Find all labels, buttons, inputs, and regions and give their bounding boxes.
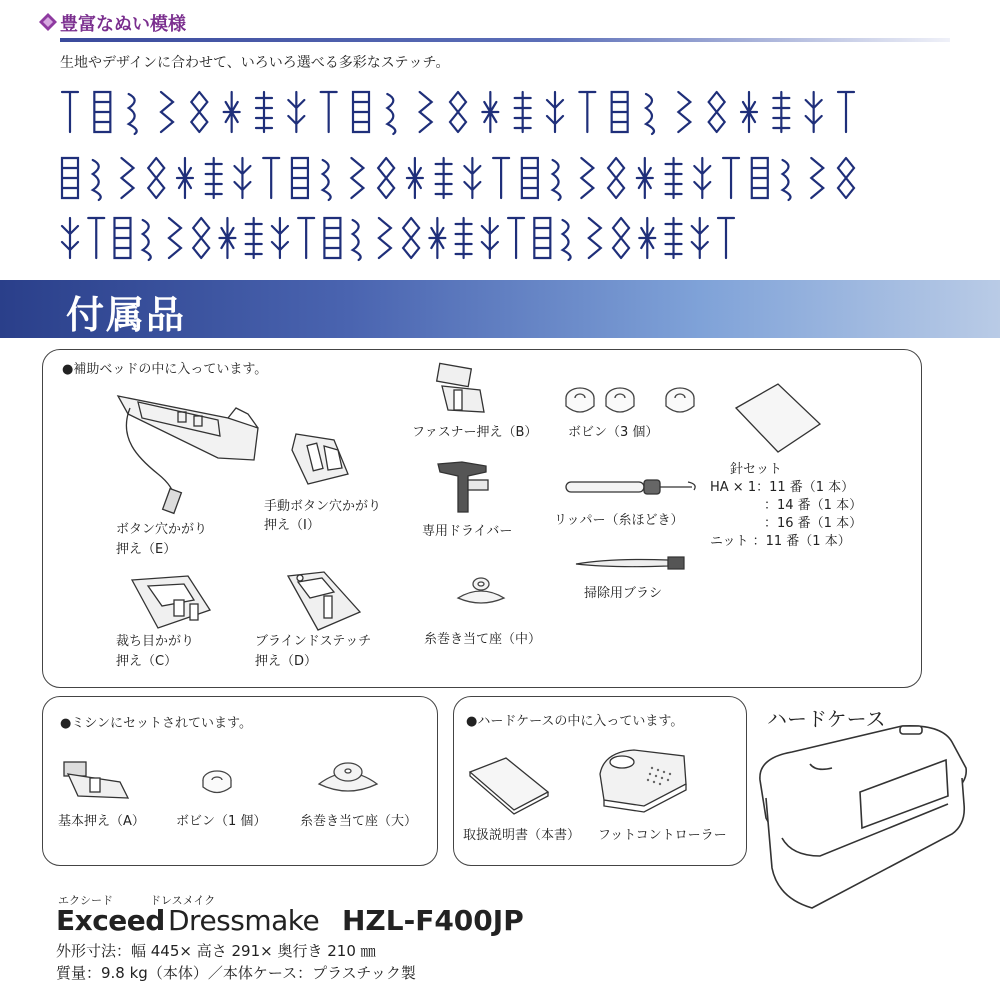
stitch-pattern-icon — [522, 158, 538, 198]
stitch-pattern-icon — [723, 158, 739, 198]
stitch-pattern-icon — [224, 92, 240, 132]
weight-text: 質量：9.8 kg（本体）／本体ケース：プラスチック製 — [56, 964, 416, 982]
brand-kana-exceed: エクシード — [58, 894, 113, 907]
stitch-pattern-icon — [206, 158, 222, 198]
stitch-pattern-icon — [169, 218, 181, 258]
stitch-pattern-icon — [407, 158, 423, 198]
brand-kana-dressmake: ドレスメイク — [150, 894, 216, 907]
zipper-foot-label: ファスナー押え（B） — [412, 425, 538, 440]
cleaning-brush-image — [572, 552, 688, 572]
stitch-pattern-icon — [298, 218, 314, 258]
stitch-pattern-icon — [177, 158, 193, 198]
section-title: 豊富なぬい模様 — [60, 14, 186, 35]
brand-dressmake: Dressmake — [168, 904, 320, 937]
stitch-pattern-icon — [838, 158, 854, 198]
stitch-row-1 — [58, 84, 858, 140]
stitch-pattern-icon — [62, 158, 78, 198]
stitch-pattern-icon — [838, 92, 854, 132]
stitch-pattern-icon — [143, 220, 151, 260]
stitch-pattern-icon — [553, 160, 561, 200]
dimensions-text: 外形寸法：幅 445× 高さ 291× 奥行き 210 ㎜ — [56, 942, 376, 960]
screwdriver-image — [432, 458, 498, 518]
stitch-pattern-icon — [547, 92, 563, 132]
stitch-pattern-icon — [581, 158, 593, 198]
stitch-pattern-icon — [482, 92, 498, 132]
needle-set-title: 針セット — [730, 462, 783, 477]
instruction-manual-image — [466, 752, 552, 816]
stitch-pattern-icon — [773, 92, 789, 132]
blind-stitch-foot-image — [284, 568, 364, 634]
stitch-pattern-icon — [420, 92, 432, 132]
standard-foot-a-label: 基本押え（A） — [58, 814, 145, 829]
stitch-pattern-icon — [639, 218, 655, 258]
stitch-pattern-icon — [579, 92, 595, 132]
stitch-pattern-icon — [379, 218, 391, 258]
section-subtitle: 生地やデザインに合わせて、いろいろ選べる多彩なステッチ。 — [60, 55, 450, 71]
stitch-pattern-icon — [692, 218, 708, 258]
stitch-pattern-icon — [246, 218, 262, 258]
stitch-pattern-icon — [403, 218, 419, 258]
instruction-manual-label: 取扱説明書（本書） — [463, 828, 581, 843]
stitch-pattern-icon — [129, 94, 137, 134]
stitch-pattern-icon — [608, 158, 624, 198]
stitch-pattern-icon — [482, 218, 498, 258]
stitch-pattern-icon — [288, 92, 304, 132]
stitch-pattern-icon — [114, 218, 130, 258]
bobbin-one-label: ボビン（1 個） — [176, 814, 267, 829]
needle-set-line-2: ：14 番（1 本） — [764, 498, 863, 513]
stitch-pattern-icon — [783, 160, 791, 200]
stitch-pattern-icon — [351, 158, 363, 198]
hard-case-image — [752, 718, 972, 914]
blind-stitch-label-2: 押え（D） — [255, 654, 318, 669]
stitch-pattern-icon — [62, 218, 78, 258]
stitch-pattern-icon — [88, 218, 104, 258]
needle-set-line-4: ニット ：11 番（1 本） — [710, 534, 851, 549]
seam-ripper-image — [562, 474, 702, 500]
screwdriver-label: 専用ドライバー — [422, 524, 513, 539]
stitch-pattern-icon — [161, 92, 173, 132]
stitch-pattern-icon — [148, 158, 164, 198]
buttonhole-foot-e-image — [108, 378, 268, 518]
stitch-pattern-icon — [589, 218, 601, 258]
foot-controller-label: フットコントローラー — [598, 828, 727, 843]
buttonhole-foot-e-label-1: ボタン穴かがり — [116, 522, 208, 537]
stitch-pattern-icon — [464, 158, 480, 198]
stitch-pattern-icon — [292, 158, 308, 198]
stitch-pattern-icon — [62, 92, 78, 132]
stitch-pattern-icon — [678, 92, 690, 132]
stitch-pattern-icon — [93, 160, 101, 200]
stitch-pattern-icon — [612, 92, 628, 132]
title-rule — [60, 38, 950, 42]
stitch-pattern-icon — [234, 158, 250, 198]
stitch-row-3 — [58, 210, 738, 266]
overcast-foot-label-2: 押え（C） — [116, 654, 178, 669]
stitch-pattern-icon — [806, 92, 822, 132]
needle-set-image — [732, 380, 824, 456]
stitch-pattern-icon — [324, 218, 340, 258]
model-number: HZL-F400JP — [342, 904, 524, 937]
stitch-pattern-icon — [493, 158, 509, 198]
stitch-row-2 — [58, 150, 858, 206]
stitch-pattern-icon — [256, 92, 272, 132]
stitch-pattern-icon — [709, 92, 725, 132]
spool-cap-large-image — [316, 756, 380, 798]
stitch-pattern-icon — [613, 218, 629, 258]
blind-stitch-label-1: ブラインドステッチ — [255, 634, 372, 649]
stitch-pattern-icon — [741, 92, 757, 132]
needle-set-line-3: ：16 番（1 本） — [764, 516, 863, 531]
stitch-pattern-icon — [191, 92, 207, 132]
stitch-pattern-icon — [429, 218, 445, 258]
overcast-foot-label-1: 裁ち目かがり — [116, 634, 195, 649]
manual-buttonhole-label-1: 手動ボタン穴かがり — [264, 499, 382, 514]
stitch-pattern-icon — [456, 218, 472, 258]
stitch-pattern-icon — [219, 218, 235, 258]
stitch-pattern-icon — [387, 94, 395, 134]
seam-ripper-label: リッパー（糸ほどき） — [554, 513, 684, 528]
manual-buttonhole-foot-image — [288, 428, 354, 490]
stitch-pattern-icon — [450, 92, 466, 132]
buttonhole-foot-e-label-2: 押え（E） — [116, 542, 177, 557]
stitch-pattern-icon — [378, 158, 394, 198]
bobbins-three-image — [564, 384, 702, 420]
stitch-pattern-icon — [94, 92, 110, 132]
diamond-icon — [38, 12, 58, 32]
spool-cap-medium-label: 糸巻き当て座（中） — [424, 632, 542, 647]
stitch-pattern-icon — [323, 160, 331, 200]
stitch-pattern-icon — [353, 220, 361, 260]
overcast-foot-image — [128, 570, 214, 634]
bobbin-one-image — [200, 768, 234, 798]
brand-exceed: Exceed — [56, 904, 165, 937]
stitch-pattern-icon — [272, 218, 288, 258]
hard-case-title: ハードケース — [767, 707, 886, 731]
stitch-pattern-icon — [263, 158, 279, 198]
spool-cap-medium-image — [454, 574, 508, 608]
installed-note: ●ミシンにセットされています。 — [60, 716, 252, 731]
stitch-pattern-icon — [694, 158, 710, 198]
stitch-pattern-icon — [718, 218, 734, 258]
foot-controller-image — [594, 744, 690, 814]
spool-cap-large-label: 糸巻き当て座（大） — [300, 814, 418, 829]
stitch-pattern-icon — [121, 158, 133, 198]
stitch-pattern-icon — [666, 158, 682, 198]
needle-set-line-1: HA × 1：11 番（1 本） — [710, 480, 855, 495]
stitch-pattern-icon — [321, 92, 337, 132]
stitch-pattern-icon — [436, 158, 452, 198]
manual-buttonhole-label-2: 押え（I） — [264, 518, 320, 533]
hard-case-note: ●ハードケースの中に入っています。 — [466, 714, 684, 729]
banner-title: 付属品 — [66, 293, 187, 337]
accessory-bed-note: ●補助ベッドの中に入っています。 — [62, 362, 268, 377]
cleaning-brush-label: 掃除用ブラシ — [584, 586, 663, 601]
stitch-pattern-icon — [563, 220, 571, 260]
zipper-foot-image — [428, 360, 490, 418]
stitch-pattern-icon — [508, 218, 524, 258]
stitch-pattern-icon — [353, 92, 369, 132]
bobbins-three-label: ボビン（3 個） — [568, 425, 659, 440]
stitch-pattern-icon — [666, 218, 682, 258]
stitch-pattern-icon — [752, 158, 768, 198]
stitch-pattern-icon — [646, 94, 654, 134]
stitch-pattern-icon — [811, 158, 823, 198]
stitch-pattern-icon — [193, 218, 209, 258]
stitch-pattern-icon — [637, 158, 653, 198]
standard-foot-a-image — [60, 756, 132, 806]
stitch-pattern-icon — [534, 218, 550, 258]
stitch-pattern-icon — [515, 92, 531, 132]
